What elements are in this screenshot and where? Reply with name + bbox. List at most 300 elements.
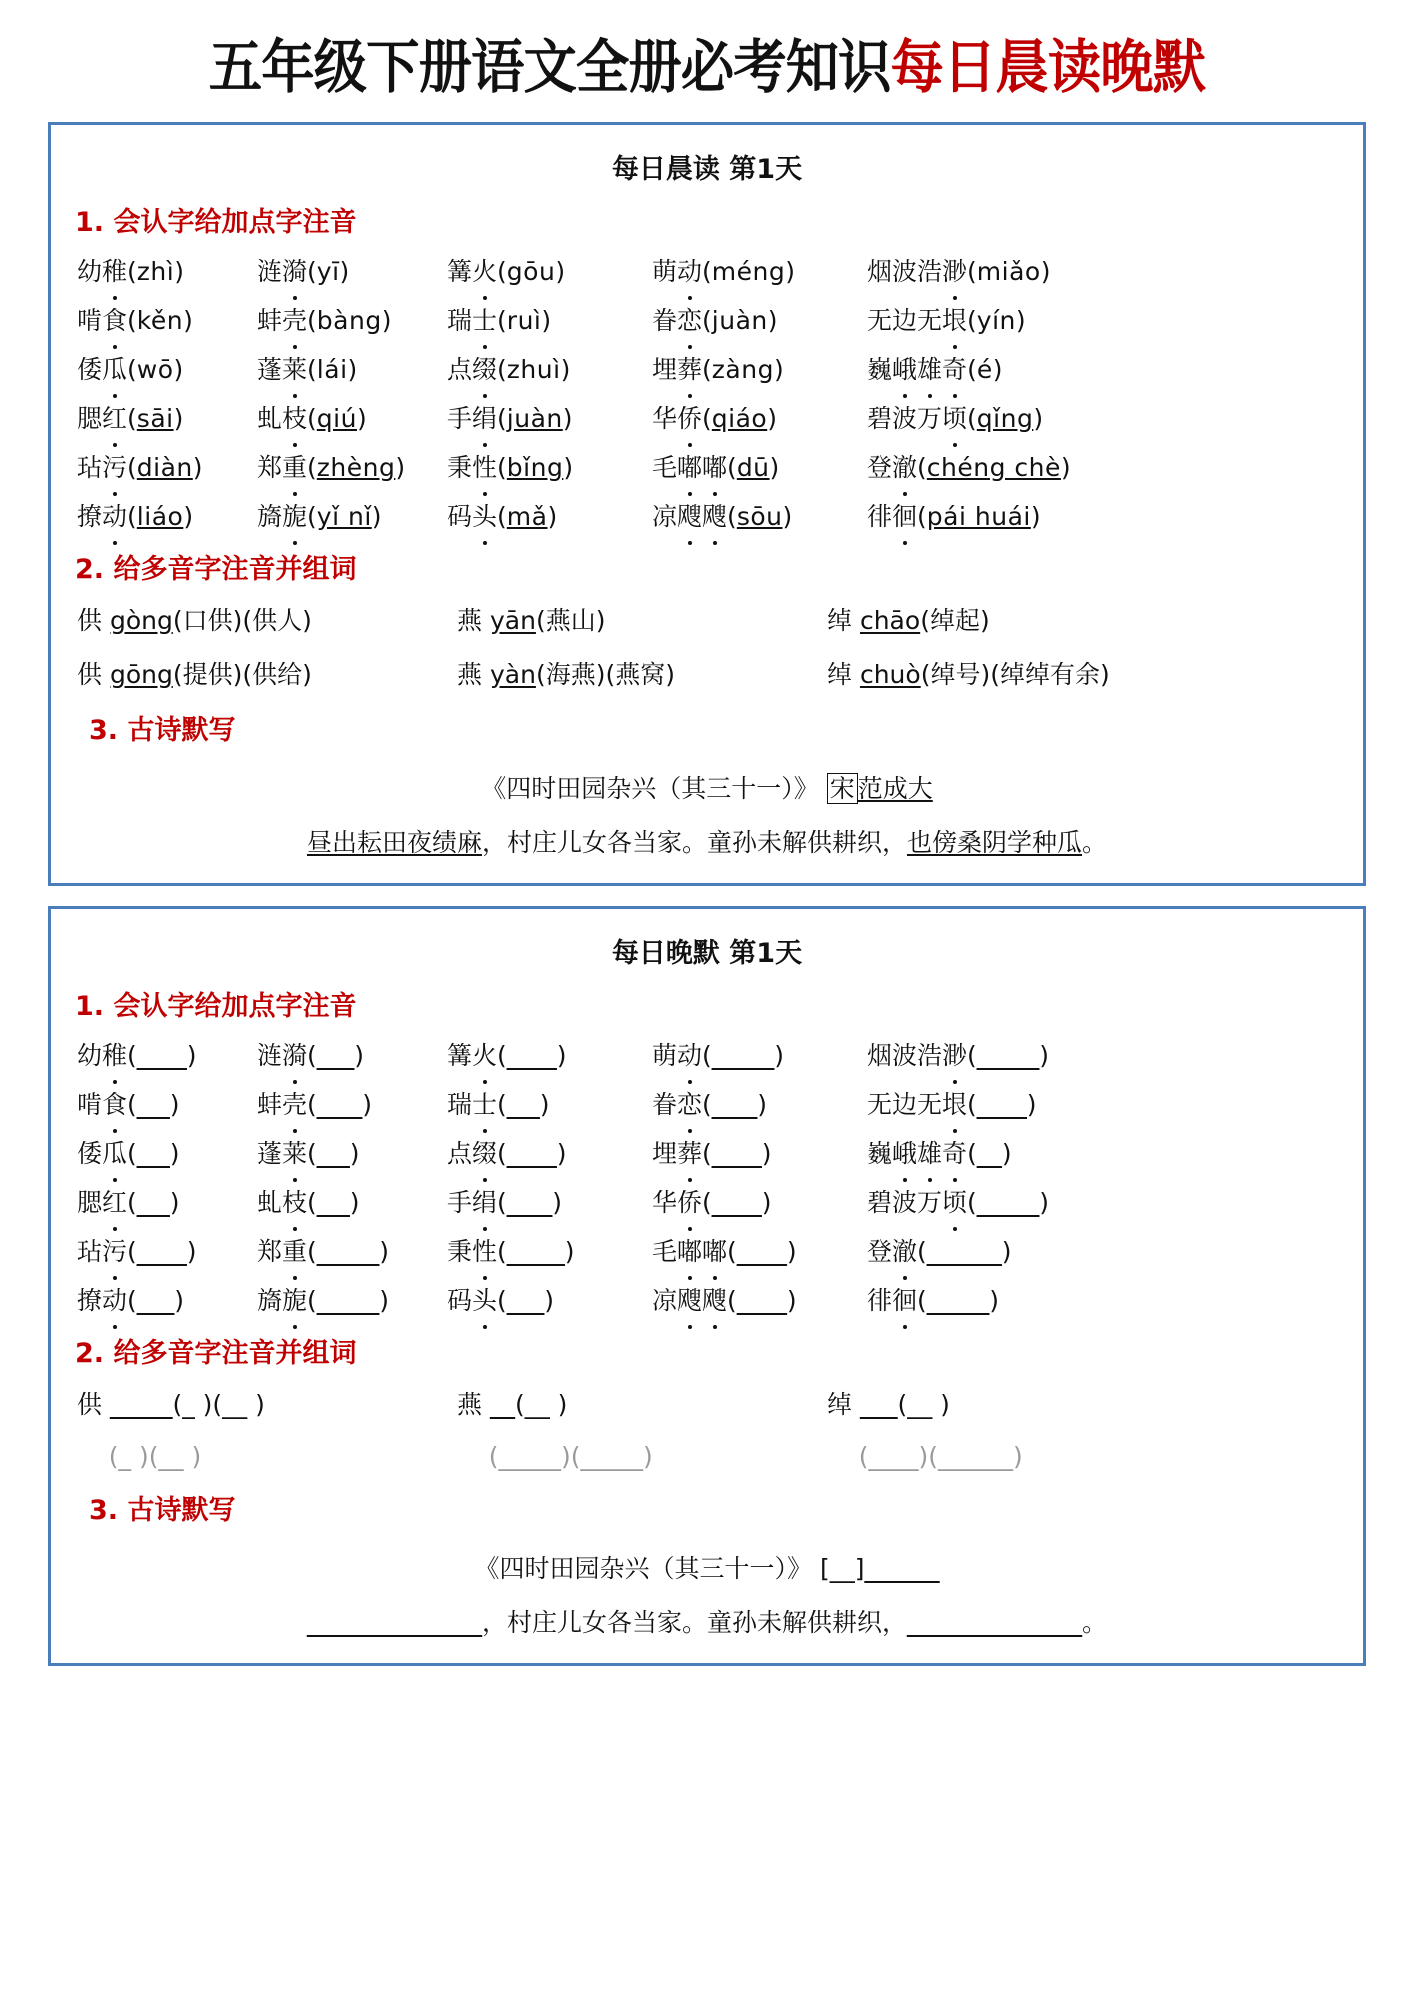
dotted-char: 莱 (282, 345, 307, 394)
pinyin-blank[interactable]: _ _ (506, 1090, 540, 1119)
polyphone-char: 供 (77, 606, 103, 635)
dotted-char: 徊 (892, 492, 917, 541)
pinyin: bàng (316, 306, 382, 335)
word-prefix: 秉 (447, 1237, 473, 1266)
poem-title-text: 《四时田园杂兴（其三十一）》 (474, 1554, 813, 1583)
dotted-char: 奇 (942, 1129, 967, 1178)
polyphone-entry-blank[interactable] (457, 1378, 827, 1432)
word-prefix: 巍 (867, 1139, 893, 1168)
dotted-char: 葬 (677, 345, 702, 394)
pinyin: pái huái (926, 502, 1031, 531)
polyphone-words-blank[interactable]: (_ )(__ ) (172, 1390, 265, 1419)
word-entry[interactable]: 眷恋(__ _) (652, 1080, 867, 1129)
dotted-char: 食 (102, 296, 127, 345)
polyphone-words: (绰起) (920, 606, 990, 635)
evening-section2-heading: 2. 给多音字注音并组词 (75, 1338, 357, 1369)
word-entry: 啃食(kěn) (77, 296, 257, 345)
word-prefix: 蚌 (257, 306, 283, 335)
polyphone-entry-blank[interactable] (77, 1378, 457, 1432)
poem-segment-4: 。 (1082, 828, 1108, 857)
word-prefix: 撩 (77, 502, 103, 531)
pinyin: miǎo (976, 257, 1041, 286)
word-entry[interactable]: 虬枝(_ _) (257, 1178, 447, 1227)
word-entry[interactable]: 徘徊(_____) (867, 1276, 1341, 1325)
pinyin-blank[interactable]: ______ (926, 1237, 1002, 1266)
word-prefix: 虬 (257, 404, 283, 433)
word-entry: 点缀(zhuì) (447, 345, 652, 394)
dotted-char: 缀 (472, 345, 497, 394)
word-prefix: 眷 (652, 1090, 678, 1119)
polyphone-words: (口供)(供人) (172, 606, 312, 635)
word-entry[interactable]: 烟波浩渺(_____) (867, 1031, 1341, 1080)
word-prefix: 凉 (652, 1286, 678, 1315)
word-prefix: 旖 (257, 502, 283, 531)
word-entry: 手绢(juàn) (447, 394, 652, 443)
dotted-char: 绢 (472, 1178, 497, 1227)
word-entry[interactable]: 手绢(__ _) (447, 1178, 652, 1227)
morning-section2-heading: 2. 给多音字注音并组词 (75, 554, 357, 585)
pinyin-blank[interactable]: _____ (976, 1041, 1040, 1070)
dotted-char: 顷 (942, 394, 967, 443)
dotted-char: 峨 (892, 1129, 917, 1178)
pinyin-blank[interactable]: ____ (136, 1041, 187, 1070)
polyphone-char: 燕 (457, 660, 483, 689)
word-prefix: 蓬 (257, 1139, 283, 1168)
pinyin: é (976, 355, 993, 384)
evening-section3-heading: 3. 古诗默写 (89, 1495, 236, 1526)
word-entry[interactable]: 登澈(______) (867, 1227, 1341, 1276)
morning-poem-body (73, 823, 1341, 859)
word-entry[interactable]: 玷污(____) (77, 1227, 257, 1276)
polyphone-entry (827, 594, 1341, 648)
pinyin-blank[interactable]: __ _ (711, 1090, 758, 1119)
pinyin: lái (316, 355, 348, 384)
dotted-char: 污 (102, 1227, 127, 1276)
dotted-char: 红 (102, 394, 127, 443)
polyphone-row (77, 594, 1341, 648)
pinyin-blank[interactable]: ____ (506, 1041, 557, 1070)
word-prefix: 无边无 (867, 1090, 943, 1119)
polyphone-pinyin: yàn (489, 660, 536, 689)
word-prefix: 碧波万 (867, 1188, 943, 1217)
word-entry[interactable]: 碧波万顷(_____) (867, 1178, 1341, 1227)
polyphone-words: (海燕)(燕窝) (535, 660, 675, 689)
word-entry[interactable]: 倭瓜(_ _) (77, 1129, 257, 1178)
word-entry[interactable]: 郑重(_____) (257, 1227, 447, 1276)
poem-segment-1: 昼出耘田夜绩麻 (306, 828, 482, 857)
dotted-char: 垠 (942, 296, 967, 345)
word-prefix: 篝 (447, 257, 473, 286)
word-prefix: 烟波浩 (867, 257, 943, 286)
dotted-char: 恋 (677, 1080, 702, 1129)
word-entry: 蚌壳(bàng) (257, 296, 447, 345)
word-entry: 瑞士(ruì) (447, 296, 652, 345)
dotted-char: 性 (472, 1227, 497, 1276)
polyphone-words-blank[interactable]: (____)(______) (858, 1442, 1023, 1471)
word-entry: 萌动(méng) (652, 247, 867, 296)
word-prefix: 登 (867, 453, 893, 482)
dotted-char: 红 (102, 1178, 127, 1227)
morning-section3-heading: 3. 古诗默写 (89, 715, 236, 746)
word-entry: 篝火(gōu) (447, 247, 652, 296)
word-entry: 腮红(sāi) (77, 394, 257, 443)
word-entry[interactable]: 秉性(__ __) (447, 1227, 652, 1276)
pinyin: bǐng (506, 453, 564, 482)
morning-section1-heading: 1. 会认字给加点字注音 (75, 207, 357, 238)
word-prefix: 登 (867, 1237, 893, 1266)
dotted-char: 嘟 (702, 443, 727, 492)
polyphone-char: 燕 (457, 606, 483, 635)
word-prefix: 啃 (77, 306, 103, 335)
pinyin: yī (316, 257, 340, 286)
morning-word-grid (77, 247, 1341, 541)
pinyin-blank[interactable]: ___ (506, 1286, 545, 1315)
word-entry: 无边无垠(yín) (867, 296, 1341, 345)
word-prefix: 毛 (652, 453, 678, 482)
word-entry: 蓬莱(lái) (257, 345, 447, 394)
pinyin: diàn (136, 453, 193, 482)
page-title-black: 五年级下册语文全册必考知识 (208, 33, 891, 101)
polyphone-pinyin-blank[interactable]: __ (489, 1390, 515, 1419)
pinyin-blank[interactable]: ___ (136, 1286, 175, 1315)
word-prefix: 腮 (77, 1188, 103, 1217)
polyphone-words-blank[interactable]: (__ ) (514, 1390, 568, 1419)
pinyin-blank[interactable]: ___ (316, 1041, 355, 1070)
word-entry: 徘徊(pái huái) (867, 492, 1341, 541)
poem-line-blank-1[interactable]: ______________ (306, 1608, 482, 1637)
word-prefix: 涟 (257, 1041, 283, 1070)
word-prefix: 郑 (257, 1237, 283, 1266)
dotted-char: 动 (102, 1276, 127, 1325)
dotted-char: 雄 (917, 1129, 942, 1178)
word-entry: 码头(mǎ) (447, 492, 652, 541)
polyphone-entry (457, 648, 827, 702)
dotted-char: 壳 (282, 296, 307, 345)
pinyin: yǐ nǐ (316, 502, 372, 531)
evening-polyphone-block (73, 1378, 1341, 1482)
dotted-char: 漪 (282, 247, 307, 296)
word-entry[interactable]: 萌动(_____) (652, 1031, 867, 1080)
dotted-char: 飕 (702, 492, 727, 541)
word-entry: 眷恋(juàn) (652, 296, 867, 345)
poem-author: 范成大 (857, 774, 933, 803)
poem-segment-3: 也傍桑阴学种瓜 (907, 828, 1083, 857)
word-prefix: 虬 (257, 1188, 283, 1217)
pinyin: juàn (506, 404, 563, 433)
pinyin: zhuì (506, 355, 561, 384)
polyphone-char: 供 (77, 1390, 103, 1419)
pinyin-blank[interactable]: __ _ (316, 1090, 363, 1119)
dotted-char: 嘟 (677, 443, 702, 492)
word-entry: 埋葬(zàng) (652, 345, 867, 394)
polyphone-row (77, 1378, 1341, 1432)
dotted-char: 枝 (282, 1178, 307, 1227)
poem-dynasty-blank[interactable]: [__] (819, 1554, 865, 1583)
word-prefix: 秉 (447, 453, 473, 482)
pinyin-blank[interactable]: _____ (316, 1286, 380, 1315)
pinyin: zàng (711, 355, 774, 384)
word-prefix: 撩 (77, 1286, 103, 1315)
dotted-char: 雄 (917, 345, 942, 394)
dotted-char: 垠 (942, 1080, 967, 1129)
pinyin-blank[interactable]: ____ (711, 1188, 762, 1217)
word-entry[interactable]: 啃食(_ _) (77, 1080, 257, 1129)
pinyin: qiú (316, 404, 357, 433)
word-entry[interactable]: 蚌壳(__ _) (257, 1080, 447, 1129)
pinyin: sāi (136, 404, 174, 433)
word-entry[interactable]: 点缀(____) (447, 1129, 652, 1178)
pinyin-blank[interactable]: _____ (926, 1286, 990, 1315)
word-prefix: 玷 (77, 1237, 103, 1266)
polyphone-entry (77, 648, 457, 702)
pinyin: zhèng (316, 453, 396, 482)
dotted-char: 峨 (892, 345, 917, 394)
poem-author-blank[interactable]: ______ (864, 1554, 940, 1583)
word-entry: 巍峨雄奇(é) (867, 345, 1341, 394)
pinyin-blank[interactable]: ____ (736, 1237, 787, 1266)
word-prefix: 瑞 (447, 1090, 473, 1119)
pinyin-blank[interactable]: _ _ (316, 1139, 350, 1168)
word-entry[interactable]: 华侨(____) (652, 1178, 867, 1227)
pinyin: mǎ (506, 502, 548, 531)
polyphone-words: (绰号)(绰绰有余) (920, 660, 1110, 689)
word-entry[interactable]: 旖旎(_____) (257, 1276, 447, 1325)
polyphone-char: 燕 (457, 1390, 483, 1419)
word-prefix: 蚌 (257, 1090, 283, 1119)
poem-line-blank-2[interactable]: ______________ (907, 1608, 1082, 1637)
pinyin: chéng chè (926, 453, 1061, 482)
polyphone-entry (77, 594, 457, 648)
word-entry: 幼稚(zhì) (77, 247, 257, 296)
dotted-char: 稚 (102, 247, 127, 296)
pinyin-blank[interactable]: __ _ (506, 1188, 553, 1217)
evening-poem-body (73, 1603, 1341, 1639)
poem-segment-2: ，村庄儿女各当家。童孙未解供耕织， (481, 828, 907, 857)
polyphone-char: 绰 (827, 1390, 853, 1419)
word-prefix: 涟 (257, 257, 283, 286)
dotted-char: 奇 (942, 345, 967, 394)
page-title (101, 0, 1314, 122)
word-entry: 秉性(bǐng) (447, 443, 652, 492)
polyphone-entry (457, 594, 827, 648)
pinyin-blank[interactable]: _ _ (316, 1188, 350, 1217)
word-entry: 玷污(diàn) (77, 443, 257, 492)
dotted-char: 缀 (472, 1129, 497, 1178)
word-prefix: 瑞 (447, 306, 473, 335)
morning-reading-card (48, 122, 1366, 886)
polyphone-words-blank[interactable]: (_____)(_____) (488, 1442, 653, 1471)
dotted-char: 瓜 (102, 345, 127, 394)
word-entry[interactable]: 码头(___) (447, 1276, 652, 1325)
dotted-char: 澈 (892, 1227, 917, 1276)
word-entry[interactable]: 涟漪(___) (257, 1031, 447, 1080)
dotted-char: 旎 (282, 492, 307, 541)
dotted-char: 动 (677, 247, 702, 296)
evening-card-title: 每日晚默 第1天 (611, 938, 803, 969)
word-entry[interactable]: 幼稚(____) (77, 1031, 257, 1080)
dotted-char: 绢 (472, 394, 497, 443)
word-entry[interactable]: 无边无垠(____) (867, 1080, 1341, 1129)
dotted-char: 澈 (892, 443, 917, 492)
dotted-char: 顷 (942, 1178, 967, 1227)
poem-title-text: 《四时田园杂兴（其三十一）》 (481, 774, 819, 803)
dotted-char: 重 (282, 443, 307, 492)
word-prefix: 埋 (652, 1139, 678, 1168)
dotted-char: 莱 (282, 1129, 307, 1178)
word-prefix: 徘 (867, 502, 893, 531)
polyphone-row (77, 1432, 1341, 1482)
dotted-char: 渺 (942, 247, 967, 296)
polyphone-entry-blank[interactable] (77, 1432, 457, 1482)
polyphone-pinyin-blank[interactable]: ___ (859, 1390, 898, 1419)
word-entry[interactable]: 埋葬(____) (652, 1129, 867, 1178)
polyphone-pinyin-blank[interactable]: _____ (109, 1390, 173, 1419)
dotted-char: 动 (102, 492, 127, 541)
morning-card-title: 每日晨读 第1天 (611, 154, 803, 185)
polyphone-pinyin: gōng (109, 660, 173, 689)
word-entry[interactable]: 撩动(___) (77, 1276, 257, 1325)
pinyin-blank[interactable]: _____ (711, 1041, 775, 1070)
dotted-char: 头 (472, 492, 497, 541)
dotted-char: 渺 (942, 1031, 967, 1080)
polyphone-words: (提供)(供给) (172, 660, 312, 689)
word-prefix: 点 (447, 355, 473, 384)
pinyin: méng (711, 257, 786, 286)
pinyin: zhì (136, 257, 175, 286)
polyphone-pinyin: gòng (109, 606, 173, 635)
word-prefix: 幼 (77, 257, 103, 286)
dotted-char: 稚 (102, 1031, 127, 1080)
word-prefix: 手 (447, 1188, 473, 1217)
pinyin: kěn (136, 306, 184, 335)
pinyin-blank[interactable]: _ _ (136, 1139, 170, 1168)
word-entry[interactable]: 蓬莱(_ _) (257, 1129, 447, 1178)
word-prefix: 华 (652, 404, 678, 433)
pinyin-blank[interactable]: _ _ (136, 1090, 170, 1119)
polyphone-char: 绰 (827, 606, 853, 635)
dotted-char: 嘟 (702, 1227, 727, 1276)
word-entry[interactable]: 腮红(_ _) (77, 1178, 257, 1227)
dotted-char: 污 (102, 443, 127, 492)
word-prefix: 眷 (652, 306, 678, 335)
word-prefix: 徘 (867, 1286, 893, 1315)
word-entry: 碧波万顷(qǐng) (867, 394, 1341, 443)
pinyin-blank[interactable]: ____ (711, 1139, 762, 1168)
word-prefix: 无边无 (867, 306, 943, 335)
dotted-char: 侨 (677, 1178, 702, 1227)
word-prefix: 旖 (257, 1286, 283, 1315)
word-entry[interactable]: 毛嘟嘟(____) (652, 1227, 867, 1276)
page-title-red: 每日晨读晚默 (890, 33, 1206, 101)
word-entry: 倭瓜(wō) (77, 345, 257, 394)
word-prefix: 萌 (652, 1041, 678, 1070)
dotted-char: 重 (282, 1227, 307, 1276)
dotted-char: 火 (472, 1031, 497, 1080)
pinyin-blank[interactable]: ____ (736, 1286, 787, 1315)
pinyin-blank[interactable]: ____ (136, 1237, 187, 1266)
dotted-char: 恋 (677, 296, 702, 345)
pinyin-blank[interactable]: ____ (506, 1139, 557, 1168)
pinyin: wō (136, 355, 174, 384)
word-prefix: 碧波万 (867, 404, 943, 433)
word-entry[interactable]: 瑞士(_ _) (447, 1080, 652, 1129)
word-prefix: 篝 (447, 1041, 473, 1070)
pinyin-blank[interactable]: ____ (976, 1090, 1027, 1119)
word-entry[interactable]: 凉飕飕(____) (652, 1276, 867, 1325)
pinyin: qiáo (711, 404, 768, 433)
word-prefix: 啃 (77, 1090, 103, 1119)
word-entry: 烟波浩渺(miǎo) (867, 247, 1341, 296)
word-entry: 郑重(zhèng) (257, 443, 447, 492)
polyphone-pinyin: chuò (859, 660, 921, 689)
polyphone-pinyin: chāo (859, 606, 921, 635)
polyphone-pinyin: yān (489, 606, 536, 635)
word-entry: 撩动(liáo) (77, 492, 257, 541)
dotted-char: 壳 (282, 1080, 307, 1129)
word-prefix: 倭 (77, 355, 103, 384)
evening-dictation-card (48, 906, 1366, 1666)
polyphone-entry-blank[interactable] (457, 1432, 827, 1482)
dotted-char: 火 (472, 247, 497, 296)
dotted-char: 漪 (282, 1031, 307, 1080)
polyphone-char: 绰 (827, 660, 853, 689)
polyphone-entry (827, 648, 1341, 702)
word-entry[interactable]: 巍峨雄奇(__) (867, 1129, 1341, 1178)
pinyin-blank[interactable]: _____ (316, 1237, 380, 1266)
dotted-char: 飕 (677, 492, 702, 541)
pinyin-blank[interactable]: _ _ (136, 1188, 170, 1217)
dotted-char: 士 (472, 1080, 497, 1129)
dotted-char: 动 (677, 1031, 702, 1080)
polyphone-entry-blank[interactable] (827, 1378, 1341, 1432)
dotted-char: 侨 (677, 394, 702, 443)
pinyin: liáo (136, 502, 184, 531)
pinyin: sōu (736, 502, 783, 531)
pinyin-blank[interactable]: __ __ (506, 1237, 565, 1266)
word-entry[interactable]: 篝火(____) (447, 1031, 652, 1080)
pinyin-blank[interactable]: __ (976, 1139, 1002, 1168)
polyphone-words: (燕山) (535, 606, 606, 635)
dotted-char: 嘟 (677, 1227, 702, 1276)
pinyin: qǐng (976, 404, 1034, 433)
polyphone-words-blank[interactable]: (_ )(__ ) (108, 1442, 202, 1471)
pinyin-blank[interactable]: _____ (976, 1188, 1040, 1217)
word-prefix: 巍 (867, 355, 893, 384)
word-prefix: 凉 (652, 502, 678, 531)
dotted-char: 飕 (702, 1276, 727, 1325)
pinyin: dū (736, 453, 770, 482)
word-prefix: 幼 (77, 1041, 103, 1070)
word-prefix: 手 (447, 404, 473, 433)
dotted-char: 头 (472, 1276, 497, 1325)
polyphone-char: 供 (77, 660, 103, 689)
pinyin: yín (976, 306, 1016, 335)
word-prefix: 腮 (77, 404, 103, 433)
polyphone-words-blank[interactable]: (__ ) (897, 1390, 950, 1419)
word-prefix: 埋 (652, 355, 678, 384)
polyphone-entry-blank[interactable] (827, 1432, 1341, 1482)
word-entry: 凉飕飕(sōu) (652, 492, 867, 541)
evening-word-grid (77, 1031, 1341, 1325)
dotted-char: 瓜 (102, 1129, 127, 1178)
word-entry: 登澈(chéng chè) (867, 443, 1341, 492)
word-prefix: 郑 (257, 453, 283, 482)
evening-poem-title (73, 1549, 1341, 1585)
word-prefix: 码 (447, 1286, 473, 1315)
word-prefix: 玷 (77, 453, 103, 482)
dotted-char: 徊 (892, 1276, 917, 1325)
word-prefix: 萌 (652, 257, 678, 286)
